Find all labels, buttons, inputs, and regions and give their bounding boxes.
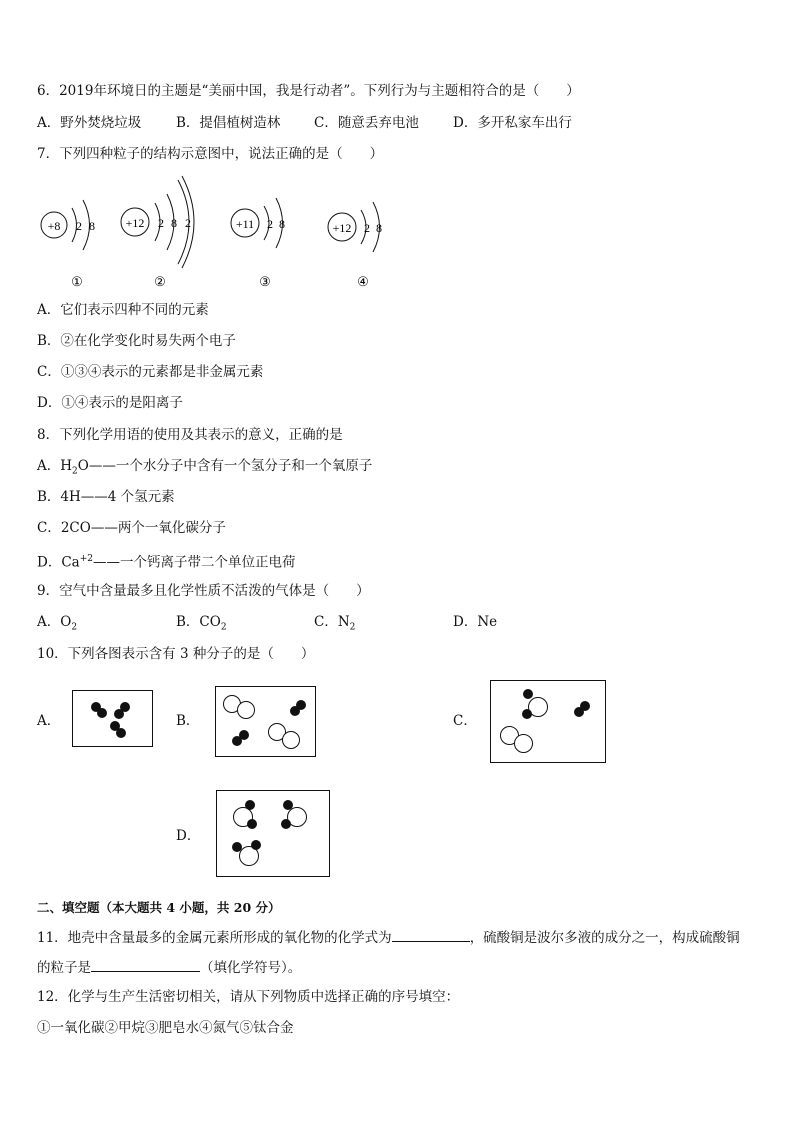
q8-option-d: D．$Ca^{+2}——$一个钙离子带二个单位正电荷	[37, 554, 296, 571]
particle-3-nucleus: +11	[235, 217, 255, 231]
q10-figure-d	[216, 790, 330, 877]
q6-option-a: A．野外焚烧垃圾	[37, 115, 142, 131]
q7-option-b: B．②在化学变化时易失两个电子	[37, 333, 236, 349]
q11-line-2: 的粒子是 （填化学符号）。	[37, 957, 301, 977]
particle-1-shell-1: 2	[76, 219, 82, 233]
q8-option-b: B．4H——4 个氢元素	[37, 489, 175, 505]
q7-stem: 7．下列四种粒子的结构示意图中，说法正确的是（ ）	[37, 146, 384, 162]
q8-stem: 8．下列化学用语的使用及其表示的意义，正确的是	[37, 427, 343, 443]
q6-option-c: C．随意丢弃电池	[314, 115, 419, 131]
q12-items: ①一氧化碳②甲烷③肥皂水④氮气⑤钛合金	[37, 1020, 294, 1036]
particle-3-shell-2: 8	[279, 217, 285, 231]
particle-2-diagram	[121, 176, 194, 289]
particle-4-diagram	[328, 202, 382, 289]
q7-option-d: D．①④表示的是阳离子	[37, 395, 183, 411]
q6-option-d: D．多开私家车出行	[453, 115, 572, 131]
particle-1-shell-2: 8	[89, 219, 95, 233]
q11-line-1: 11．地壳中含量最多的金属元素所形成的氧化物的化学式为 ，硫酸铜是波尔多液的成分之一，构成硫酸铜	[37, 927, 740, 947]
particle-1-nucleus: +8	[47, 219, 61, 233]
particle-2-nucleus: +12	[125, 216, 145, 230]
particle-3-shell-1: 2	[267, 217, 273, 231]
particle-3-diagram	[231, 198, 285, 289]
q6-stem: 6．2019年环境日的主题是“美丽中国，我是行动者”。下列行为与主题相符合的是（ ）	[37, 83, 580, 99]
particle-4-shell-2: 8	[376, 221, 382, 235]
section-2-title: 二、填空题（本大题共 4 小题，共 20 分）	[37, 900, 281, 915]
q10-figure-a	[72, 690, 153, 747]
q7-option-c: C．①③④表示的元素都是非金属元素	[37, 364, 264, 380]
particle-1-diagram	[41, 200, 95, 289]
q12-stem: 12．化学与生产生活密切相关，请从下列物质中选择正确的序号填空：	[37, 989, 460, 1005]
q10-label-b: B．	[176, 713, 200, 729]
q10-label-d: D．	[176, 828, 201, 844]
q9-option-d: D．Ne	[453, 614, 498, 630]
q9-stem: 9．空气中含量最多且化学性质不活泼的气体是（ ）	[37, 583, 370, 599]
particle-4-nucleus: +12	[332, 221, 352, 235]
q10-label-a: A．	[37, 713, 61, 729]
q11-blank-1[interactable]	[392, 927, 470, 942]
particle-diagrams	[30, 170, 400, 295]
q9-option-c: C．$N_2$	[314, 614, 356, 633]
q10-label-c: C．	[453, 713, 477, 729]
q8-option-c: C．2CO——两个一氧化碳分子	[37, 520, 226, 536]
q11-blank-2[interactable]	[91, 957, 200, 972]
q7-option-a: A．它们表示四种不同的元素	[37, 302, 209, 318]
q10-stem: 10．下列各图表示含有 3 种分子的是（ ）	[37, 646, 315, 662]
particle-2-shell-2: 8	[171, 216, 177, 230]
q8-option-a: A．$H_2O——$一个水分子中含有一个氢分子和一个氧原子	[37, 458, 373, 477]
particle-2-label: ②	[154, 274, 166, 289]
particle-3-label: ③	[259, 274, 271, 289]
particle-4-shell-1: 2	[364, 221, 370, 235]
q9-option-a: A．$O_2$	[37, 614, 78, 633]
particle-4-label: ④	[357, 274, 369, 289]
particle-1-label: ①	[71, 274, 83, 289]
q10-figure-b	[215, 686, 316, 757]
q9-option-b: B．$CO_2$	[176, 614, 227, 633]
particle-2-shell-3: 2	[185, 216, 191, 230]
particle-2-shell-1: 2	[158, 216, 164, 230]
q6-option-b: B．提倡植树造林	[176, 115, 281, 131]
q10-figure-c	[490, 680, 606, 763]
